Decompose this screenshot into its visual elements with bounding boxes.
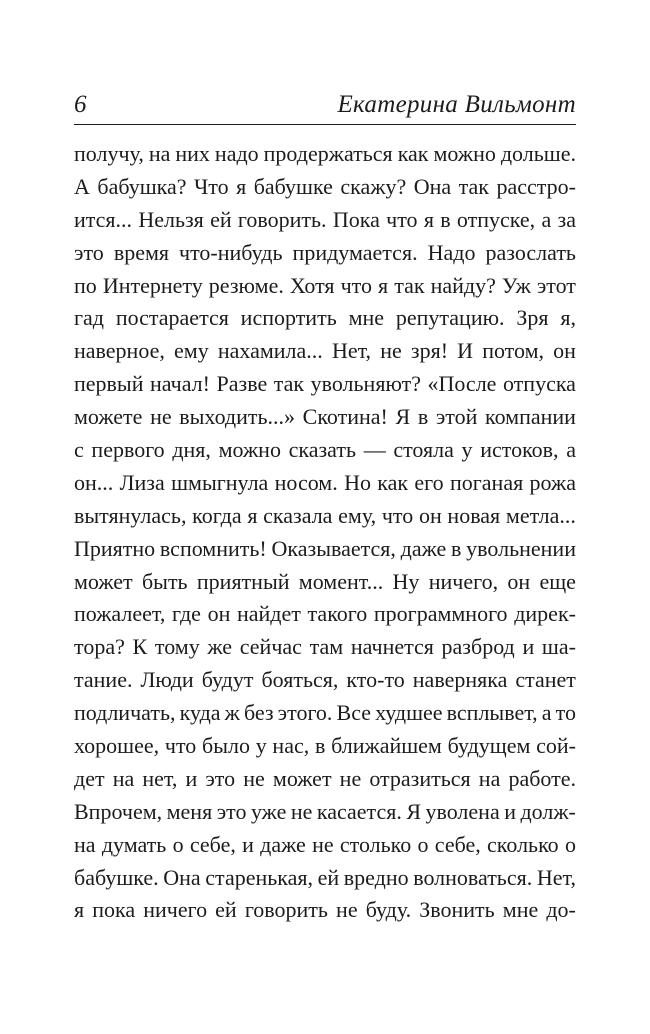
text-line: я пока ничего ей говорить не буду. Звонить мне до- [74, 897, 576, 923]
text-line: дет на нет, и это не может не отразиться на работе. [74, 765, 576, 791]
running-header [74, 88, 576, 125]
text-line: с первого дня, можно сказать — стояла у истоков, а [74, 437, 576, 463]
text-line: первый начал! Разве так увольняют? «После отпуска [74, 371, 576, 397]
text-line: может быть приятный момент... Ну ничего, он еще [74, 568, 576, 594]
text-line: гад постарается испортить мне репутацию. Зря я, [74, 305, 576, 331]
text-line: Впрочем, меня это уже не касается. Я уволена и долж- [74, 798, 576, 824]
body-text [74, 138, 576, 927]
text-line: тора? К тому же сейчас там начнется разброд и ша- [74, 634, 576, 660]
text-line: подличать, куда ж без этого. Все худшее всплывет, а то [74, 700, 576, 726]
text-line: тание. Люди будут бояться, кто-то наверняка станет [74, 667, 576, 693]
text-line: вытянулась, когда я сказала ему, что он новая метла... [74, 502, 576, 528]
text-line: бабушке. Она старенькая, ей вредно волноваться. Нет, [74, 864, 576, 890]
page-number: 6 [74, 91, 87, 118]
text-line: это время что-нибудь придумается. Надо разослать [74, 239, 576, 265]
text-line: на думать о себе, и даже не столько о себе, сколько о [74, 831, 576, 857]
text-line: наверное, ему нахамила... Нет, не зря! И потом, он [74, 338, 576, 364]
text-line: хорошее, что было у нас, в ближайшем будущем сой- [74, 733, 576, 759]
text-line: Приятно вспомнить! Оказывается, даже в увольнении [74, 535, 576, 561]
text-line: ится... Нельзя ей говорить. Пока что я в отпуске, а за [74, 206, 576, 232]
author-name: Екатерина Вильмонт [337, 91, 576, 118]
text-line: пожалеет, где он найдет такого программного дирек- [74, 601, 576, 627]
text-line: А бабушка? Что я бабушке скажу? Она так расстро- [74, 173, 576, 199]
text-line: получу, на них надо продержаться как можно дольше. [74, 141, 576, 166]
text-line: по Интернету резюме. Хотя что я так найду? Уж этот [74, 272, 576, 298]
text-line: он... Лиза шмыгнула носом. Но как его поганая рожа [74, 469, 576, 495]
text-line: можете не выходить...» Скотина! Я в этой компании [74, 404, 576, 430]
